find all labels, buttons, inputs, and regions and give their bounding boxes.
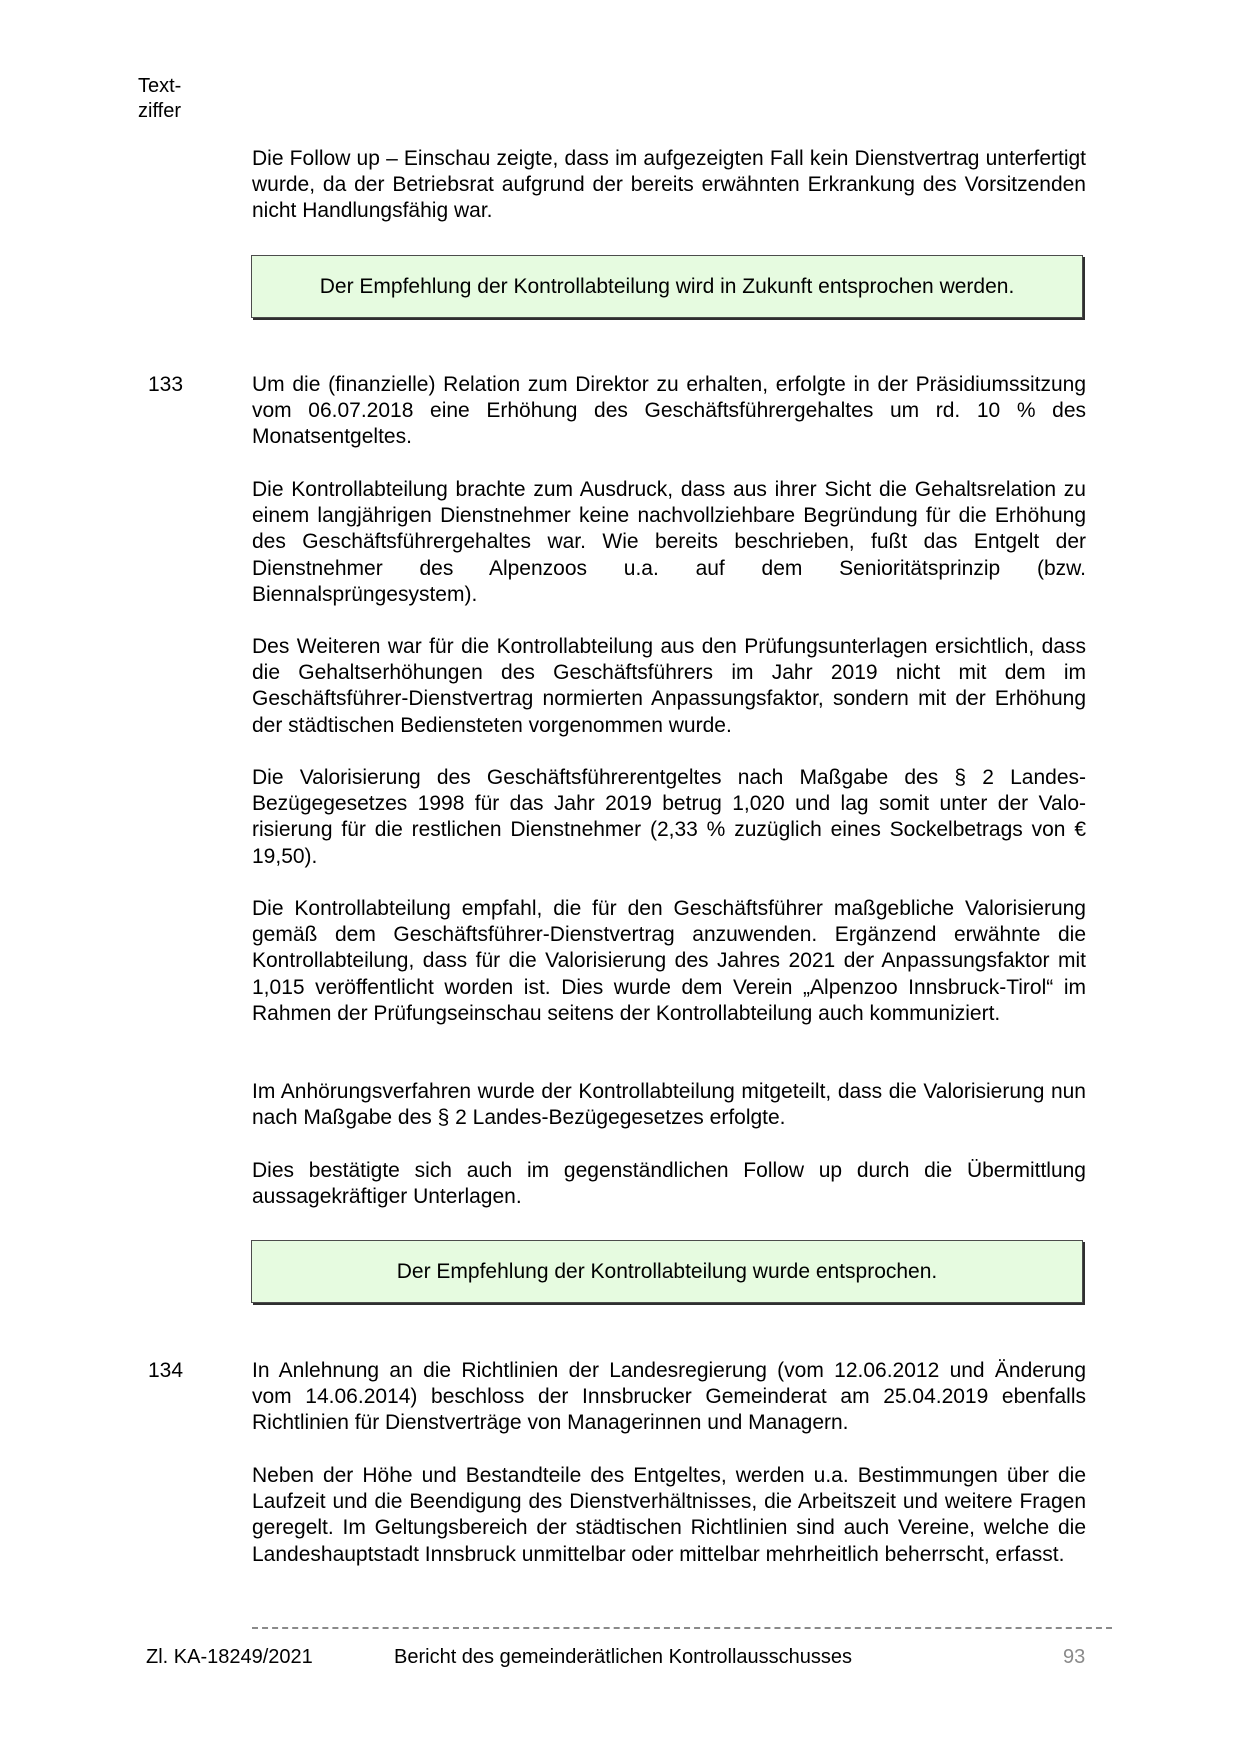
paragraph-133-4: Die Valorisierung des Geschäftsführerentgeltes nach Maßgabe des § 2 Landes-Bezügegesetzes 1998 für das Jahr 2019 betrug 1,020 und lag somit unter der Valorisierung für die restlichen Dienstnehmer (2,33 % zuzüglich eines Sockelbetrags von € 19,50). [252,766,1086,868]
paragraph-133-3: Des Weiteren war für die Kontrollabteilung aus den Prüfungsunterlagen ersichtlich, dass die Gehaltserhöhungen des Geschäftsführers im Jahr 2019 nicht mit dem im Geschäftsführer-Dienstvertrag normierten Anpassungsfaktor, sondern mit der Erhöhung der städtischen Bediensteten vorgenommen wurde. [252,635,1086,737]
recommendation-text: Der Empfehlung der Kontrollabteilung wird in Zukunft entsprochen werden. [319,274,1015,298]
paragraph-133-6: Im Anhörungsverfahren wurde der Kontrollabteilung mitgeteilt, dass die Valorisierung nun nach Maßgabe des § 2 Landes-Bezügegesetzes erfolgte. [252,1080,1086,1130]
footer-divider [252,1627,1112,1629]
paragraph-133-5: Die Kontrollabteilung empfahl, die für den Geschäftsführer maßgebliche Valorisierung gemäß dem Geschäftsführer-Dienstvertrag anzuwenden. Ergänzend erwähnte die Kontrollabteilung, dass für die Valorisierung des Jahres 2021 der Anpassungsfaktor mit 1,015 veröffentlicht worden ist. Dies wurde dem Verein „Alpenzoo Innsbruck-Tirol“ im Rahmen der Prüfungseinschau seitens der Kontrollabteilung auch kommuniziert. [252,897,1086,1025]
paragraph-133-1: Um die (finanzielle) Relation zum Direktor zu erhalten, erfolgte in der Präsidiumssitzung vom 06.07.2018 eine Erhöhung des Geschäftsführergehaltes um rd. 10 % des Monatsentgeltes. [252,373,1086,449]
paragraph-134-1: In Anlehnung an die Richtlinien der Landesregierung (vom 12.06.2012 und Änderung vom 14.06.2014) beschloss der Innsbrucker Gemeinderat am 25.04.2019 ebenfalls Richtlinien für Dienstverträge von Managerinnen und Managern. [252,1359,1086,1435]
recommendation-box-intro [251,255,1083,318]
footer-title: Bericht des gemeinderätlichen Kontrollausschusses [394,1646,853,1668]
footer-reference: Zl. KA-18249/2021 [146,1646,313,1668]
page-number: 93 [1063,1646,1086,1668]
recommendation-text: Der Empfehlung der Kontrollabteilung wurde entsprochen. [396,1259,938,1283]
paragraph-133-7: Dies bestätigte sich auch im gegenständlichen Follow up durch die Übermittlung aussagekräftiger Unterlagen. [252,1159,1086,1209]
recommendation-box-133 [251,1240,1083,1303]
textziffer-number: 134 [148,1359,184,1382]
textziffer-number: 133 [148,373,184,396]
margin-label-line-2: ziffer [138,100,181,122]
intro-paragraph: Die Follow up – Einschau zeigte, dass im aufgezeigten Fall kein Dienstvertrag unterfertigt wurde, da der Betriebsrat aufgrund der bereits erwähnten Erkrankung des Vorsitzenden nicht Handlungsfähig war. [252,147,1086,223]
margin-label-textziffer [138,74,218,124]
margin-label-line-1: Text- [138,75,182,97]
paragraph-133-2: Die Kontrollabteilung brachte zum Ausdruck, dass aus ihrer Sicht die Gehaltsrelation zu einem langjährigen Dienstnehmer keine nachvollziehbare Begründung für die Erhöhung des Geschäftsführergehaltes war. Wie bereits beschrieben, fußt das Entgelt der Dienstnehmer des Alpenzoos u.a. auf dem Senioritätsprinzip (bzw. Biennalsprüngesystem). [252,478,1086,606]
paragraph-134-2: Neben der Höhe und Bestandteile des Entgeltes, werden u.a. Bestimmungen über die Laufzeit und die Beendigung des Dienstverhältnisses, die Arbeitszeit und weitere Fragen geregelt. Im Geltungsbereich der städtischen Richtlinien sind auch Vereine, welche die Landeshauptstadt Innsbruck unmittelbar oder mittelbar mehrheitlich beherrscht, erfasst. [252,1464,1086,1566]
